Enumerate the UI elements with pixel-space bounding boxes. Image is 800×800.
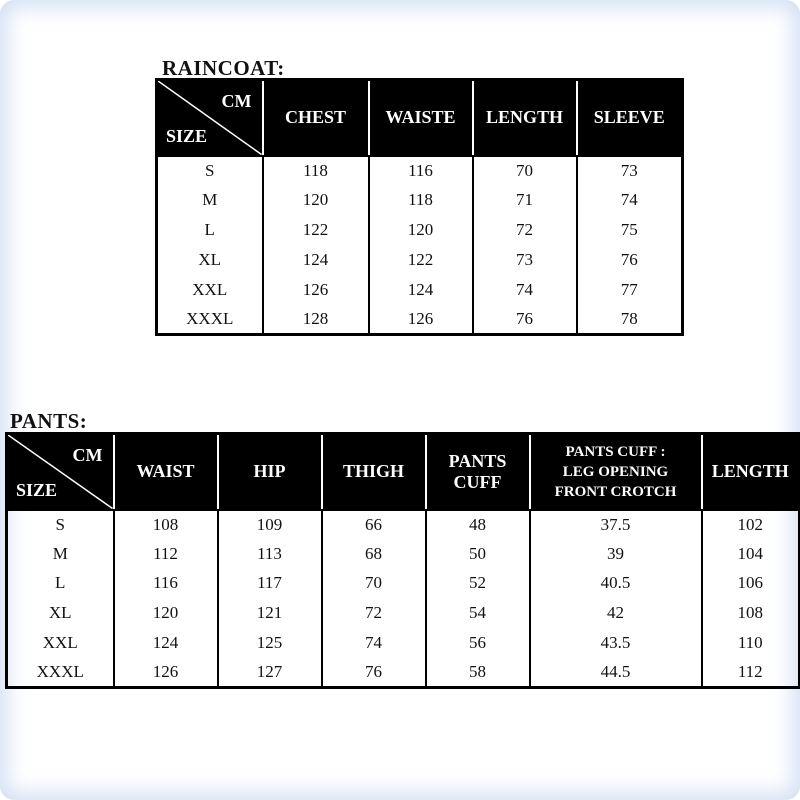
value-cell: 70 [322, 569, 426, 599]
value-cell: 76 [322, 657, 426, 687]
value-cell: 40.5 [530, 569, 702, 599]
value-cell: 109 [218, 510, 322, 540]
value-cell: 108 [114, 510, 218, 540]
pants-title: PANTS: [10, 409, 88, 433]
table-row [7, 598, 800, 628]
value-cell: 52 [426, 569, 530, 599]
value-cell: 126 [114, 657, 218, 687]
header-length: LENGTH [702, 434, 800, 510]
value-cell: 120 [114, 598, 218, 628]
raincoat-size-table [155, 78, 684, 336]
value-cell: 116 [114, 569, 218, 599]
header-waist: WAISTE [369, 80, 473, 156]
value-cell: 117 [218, 569, 322, 599]
table-row [157, 185, 683, 215]
size-cell: S [7, 510, 114, 540]
value-cell: 76 [473, 304, 577, 334]
header-hip: HIP [218, 434, 322, 510]
value-cell: 50 [426, 539, 530, 569]
raincoat-title: RAINCOAT: [162, 56, 285, 80]
size-cell: XXL [7, 628, 114, 658]
pants-corner-cell [7, 434, 114, 510]
header-pants-cuff [426, 434, 530, 510]
header-waist: WAIST [114, 434, 218, 510]
header-chest: CHEST [263, 80, 369, 156]
value-cell: 126 [263, 275, 369, 305]
value-cell: 76 [620, 249, 638, 269]
size-cell: XL [157, 245, 263, 275]
corner-size-label: SIZE [166, 125, 208, 146]
header-leg-opening [530, 434, 702, 510]
value-cell: 127 [218, 657, 322, 687]
table-row [7, 628, 800, 658]
value-cell: 126 [369, 304, 473, 334]
value-cell: 72 [473, 215, 577, 245]
size-cell: M [7, 539, 114, 569]
value-cell: 104 [737, 543, 763, 563]
value-cell: 122 [369, 245, 473, 275]
value-cell: 118 [263, 156, 369, 186]
header-sleeve: SLEEVE [577, 80, 683, 156]
value-cell: 128 [263, 304, 369, 334]
header-line: CUFF [453, 471, 502, 492]
header-line: FRONT CROTCH [554, 483, 677, 500]
table-row [157, 245, 683, 275]
value-cell: 37.5 [530, 510, 702, 540]
value-cell: 72 [322, 598, 426, 628]
table-row [157, 156, 683, 186]
value-cell: 110 [737, 632, 763, 652]
value-cell: 74 [620, 190, 638, 210]
value-cell: 68 [322, 539, 426, 569]
corner-unit-label: CM [221, 91, 252, 111]
value-cell: 73 [620, 160, 638, 180]
corner-size-label: SIZE [16, 479, 58, 500]
table-row [7, 657, 800, 687]
header-line: PANTS [448, 450, 507, 471]
value-cell: 125 [218, 628, 322, 658]
value-cell: 39 [530, 539, 702, 569]
size-cell: L [7, 569, 114, 599]
pants-header-row [7, 434, 800, 510]
value-cell: 108 [737, 603, 763, 623]
value-cell: 122 [263, 215, 369, 245]
value-cell: 66 [322, 510, 426, 540]
value-cell: 70 [473, 156, 577, 186]
value-cell: 118 [369, 185, 473, 215]
value-cell: 73 [473, 245, 577, 275]
value-cell: 75 [620, 219, 638, 239]
value-cell: 56 [426, 628, 530, 658]
size-cell: XXXL [157, 304, 263, 334]
size-cell: XXL [157, 275, 263, 305]
value-cell: 42 [530, 598, 702, 628]
table-row [157, 304, 683, 334]
size-cell: XL [7, 598, 114, 628]
header-length: LENGTH [473, 80, 577, 156]
table-row [7, 510, 800, 540]
size-cell: S [157, 156, 263, 186]
value-cell: 113 [218, 539, 322, 569]
value-cell: 48 [426, 510, 530, 540]
value-cell: 44.5 [530, 657, 702, 687]
value-cell: 106 [737, 573, 763, 593]
header-line: LEG OPENING [562, 463, 669, 480]
value-cell: 120 [263, 185, 369, 215]
value-cell: 124 [263, 245, 369, 275]
value-cell: 116 [369, 156, 473, 186]
table-row [157, 275, 683, 305]
value-cell: 77 [620, 279, 638, 299]
size-cell: L [157, 215, 263, 245]
size-cell: XXXL [7, 657, 114, 687]
pants-size-table [5, 432, 800, 689]
value-cell: 78 [620, 308, 638, 328]
table-row [157, 215, 683, 245]
value-cell: 120 [369, 215, 473, 245]
value-cell: 121 [218, 598, 322, 628]
value-cell: 102 [737, 514, 763, 534]
table-row [7, 569, 800, 599]
raincoat-corner-cell [157, 80, 263, 156]
value-cell: 54 [426, 598, 530, 628]
table-row [7, 539, 800, 569]
value-cell: 112 [114, 539, 218, 569]
value-cell: 124 [369, 275, 473, 305]
raincoat-header-row [157, 80, 683, 156]
value-cell: 124 [114, 628, 218, 658]
header-thigh: THIGH [322, 434, 426, 510]
value-cell: 74 [473, 275, 577, 305]
size-cell: M [157, 185, 263, 215]
corner-unit-label: CM [72, 445, 103, 465]
value-cell: 71 [473, 185, 577, 215]
value-cell: 112 [737, 661, 763, 681]
value-cell: 58 [426, 657, 530, 687]
header-line: PANTS CUFF : [565, 443, 666, 460]
value-cell: 74 [322, 628, 426, 658]
value-cell: 43.5 [530, 628, 702, 658]
